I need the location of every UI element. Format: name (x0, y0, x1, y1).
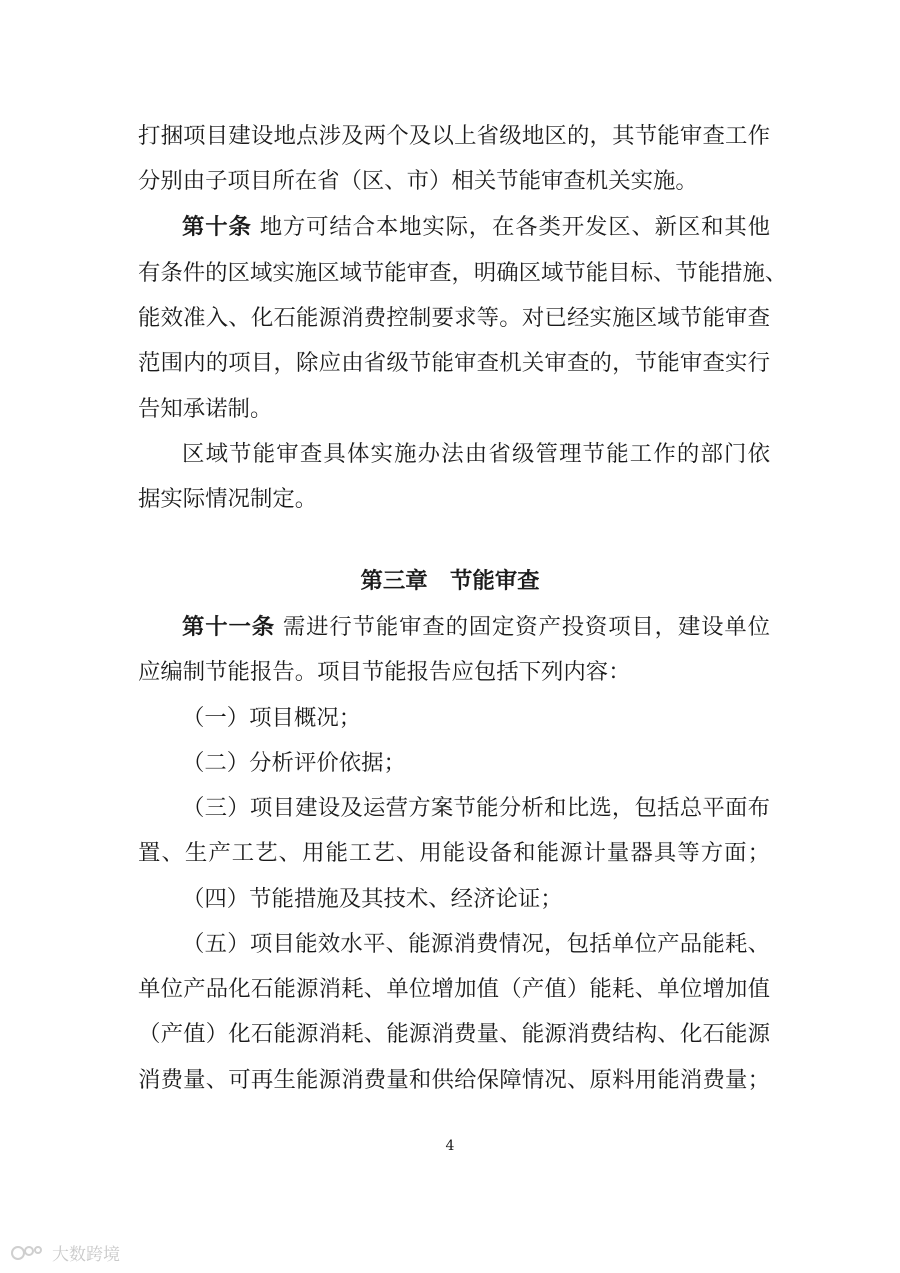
text-line: （产值）化石能源消耗、能源消费量、能源消费结构、化石能源 (138, 1021, 770, 1047)
text-line: 打捆项目建设地点涉及两个及以上省级地区的，其节能审查工作 (138, 123, 770, 149)
article-10-line (182, 212, 770, 242)
watermark-logo-icon (10, 1242, 44, 1264)
text-line: 能效准入、化石能源消费控制要求等。对已经实施区域节能审查 (138, 305, 770, 331)
text-line: 应编制节能报告。项目节能报告应包括下列内容： (138, 659, 631, 685)
text-line: 单位产品化石能源消耗、单位增加值（产值）能耗、单位增加值 (138, 976, 770, 1002)
text-line: 置、生产工艺、用能工艺、用能设备和能源计量器具等方面； (138, 840, 770, 866)
list-item: （二）分析评价依据； (182, 750, 406, 776)
text-line: 需进行节能审查的固定资产投资项目，建设单位 (282, 614, 771, 640)
watermark (10, 1240, 120, 1265)
text-line: 告知承诺制。 (138, 396, 273, 422)
text-line: 消费量、可再生能源消费量和供给保障情况、原料用能消费量； (138, 1067, 770, 1093)
text-line: 据实际情况制定。 (138, 486, 318, 512)
text-line: 分别由子项目所在省（区、市）相关节能审查机关实施。 (138, 168, 698, 194)
watermark-text: 大数跨境 (52, 1245, 120, 1265)
page-number: 4 (445, 1138, 455, 1154)
text-line: 有条件的区域实施区域节能审查，明确区域节能目标、节能措施、 (138, 260, 788, 286)
text-line: 区域节能审查具体实施办法由省级管理节能工作的部门依 (182, 441, 770, 467)
text-line: 地方可结合本地实际，在各类开发区、新区和其他 (259, 214, 771, 240)
list-item: （四）节能措施及其技术、经济论证； (182, 886, 563, 912)
article-11-label: 第十一条 (182, 614, 275, 640)
article-10-label: 第十条 (182, 214, 252, 240)
list-item: （五）项目能效水平、能源消费情况，包括单位产品能耗、 (182, 931, 770, 957)
list-item: （三）项目建设及运营方案节能分析和比选，包括总平面布 (182, 795, 770, 821)
chapter-title: 第三章 节能审查 (360, 568, 540, 594)
article-11-line (182, 612, 770, 642)
list-item: （一）项目概况； (182, 705, 362, 731)
text-line: 范围内的项目，除应由省级节能审查机关审查的，节能审查实行 (138, 350, 770, 376)
